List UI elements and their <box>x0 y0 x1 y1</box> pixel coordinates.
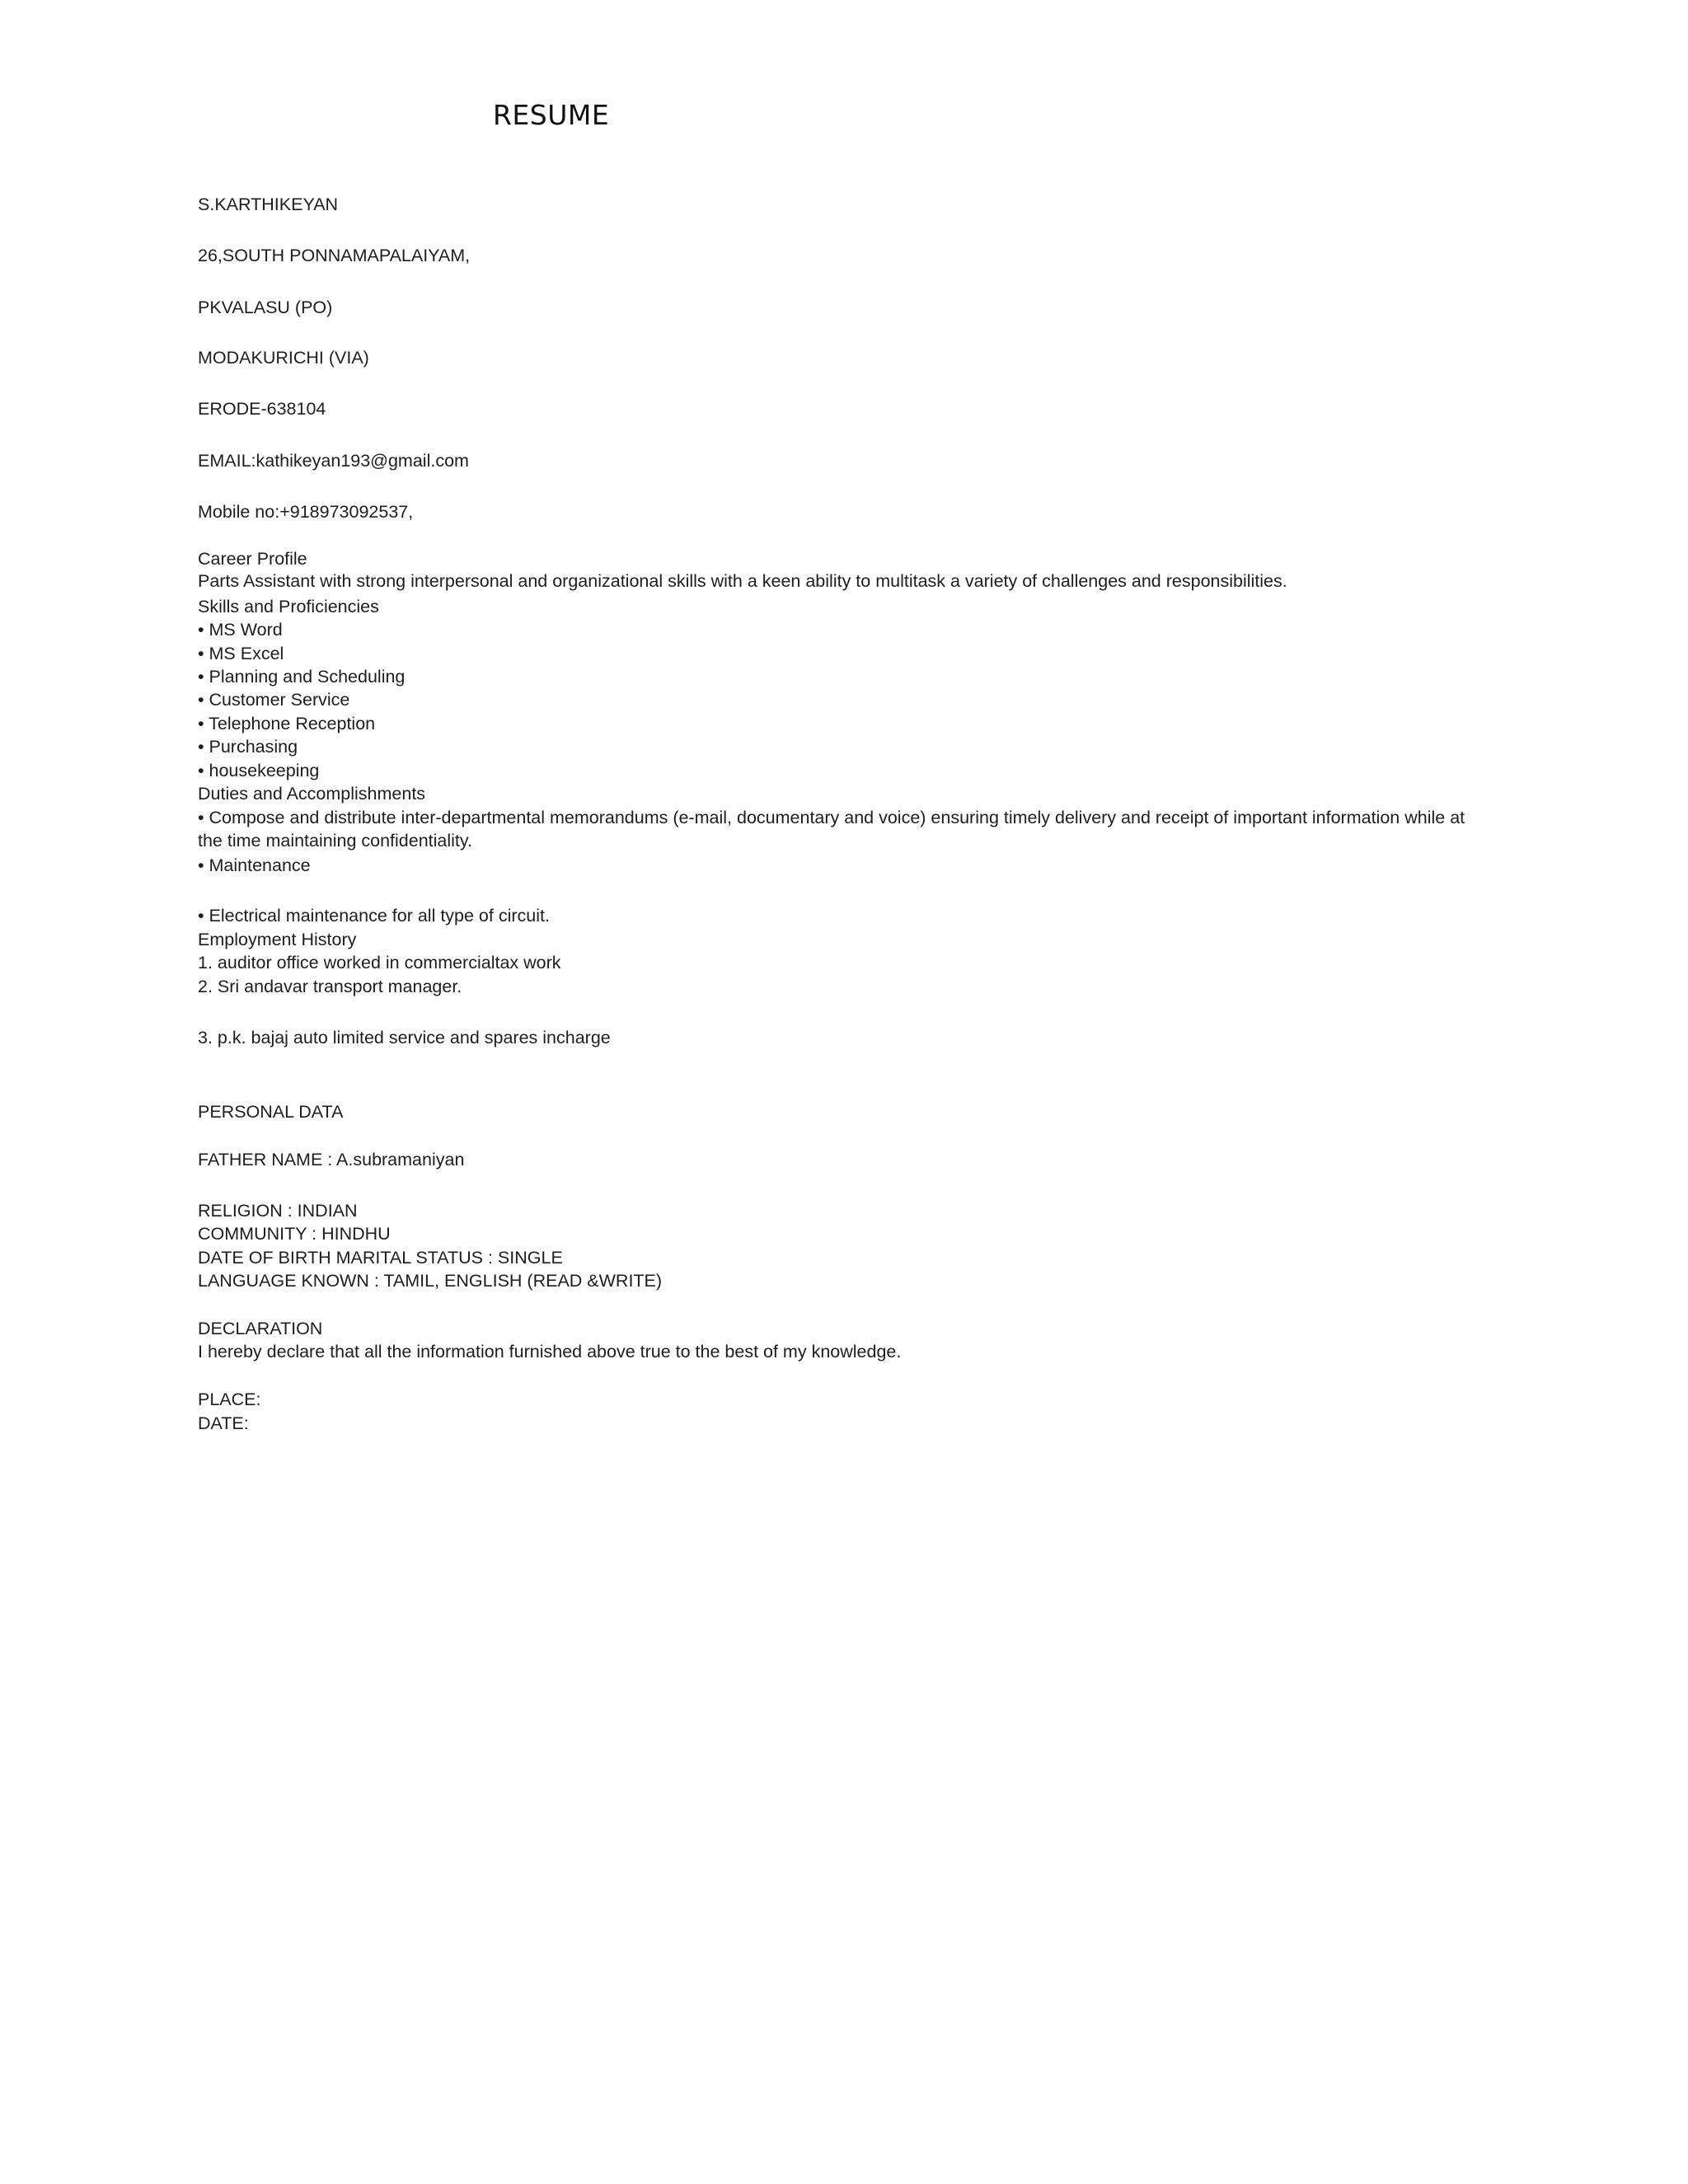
duty-item: • Compose and distribute inter-departmental memorandums (e-mail, documentary and voice) ensuring timely delivery and receipt of important information while at the time maintaining confidentiality. <box>198 808 1465 851</box>
resume-title: RESUME <box>493 99 610 131</box>
employment-heading: Employment History <box>198 930 357 949</box>
place-label: PLACE: <box>198 1390 261 1409</box>
community-text: COMMUNITY : HINDHU <box>198 1224 391 1244</box>
father-name-text: FATHER NAME : A.subramaniyan <box>198 1150 465 1169</box>
skill-item: • MS Word <box>198 620 283 640</box>
skill-item: • MS Excel <box>198 644 284 663</box>
address-line-4: ERODE-638104 <box>198 399 326 419</box>
employment-item: 1. auditor office worked in commercialtax work <box>198 953 561 972</box>
career-profile-heading: Career Profile <box>198 549 307 569</box>
duties-heading: Duties and Accomplishments <box>198 784 426 804</box>
career-profile-text: Parts Assistant with strong interpersonal and organizational skills with a keen ability to multitask a variety of challenges and responsibilities. <box>198 571 1287 591</box>
email-text: EMAIL:kathikeyan193@gmail.com <box>198 451 469 471</box>
applicant-name: S.KARTHIKEYAN <box>198 194 339 214</box>
address-line-3: MODAKURICHI (VIA) <box>198 348 369 368</box>
address-line-1: 26,SOUTH PONNAMAPALAIYAM, <box>198 246 471 265</box>
skills-heading: Skills and Proficiencies <box>198 597 379 616</box>
language-text: LANGUAGE KNOWN : TAMIL, ENGLISH (READ &WRITE) <box>198 1271 663 1291</box>
duty-item: • Maintenance <box>198 855 311 875</box>
skill-item: • Planning and Scheduling <box>198 667 406 687</box>
duty-item: • Electrical maintenance for all type of circuit. <box>198 906 550 926</box>
dob-marital-text: DATE OF BIRTH MARITAL STATUS : SINGLE <box>198 1248 563 1268</box>
skill-item: • housekeeping <box>198 761 320 780</box>
address-line-2: PKVALASU (PO) <box>198 298 333 317</box>
employment-item: 3. p.k. bajaj auto limited service and spares incharge <box>198 1028 611 1047</box>
personal-data-heading: PERSONAL DATA <box>198 1102 344 1122</box>
declaration-heading: DECLARATION <box>198 1319 323 1338</box>
skill-item: • Telephone Reception <box>198 714 376 733</box>
skill-item: • Purchasing <box>198 737 298 757</box>
religion-text: RELIGION : INDIAN <box>198 1201 358 1221</box>
declaration-text: I hereby declare that all the information furnished above true to the best of my knowledge. <box>198 1342 902 1361</box>
mobile-text: Mobile no:+918973092537, <box>198 502 414 522</box>
employment-item: 2. Sri andavar transport manager. <box>198 977 462 996</box>
skill-item: • Customer Service <box>198 690 350 710</box>
date-label: DATE: <box>198 1413 249 1433</box>
